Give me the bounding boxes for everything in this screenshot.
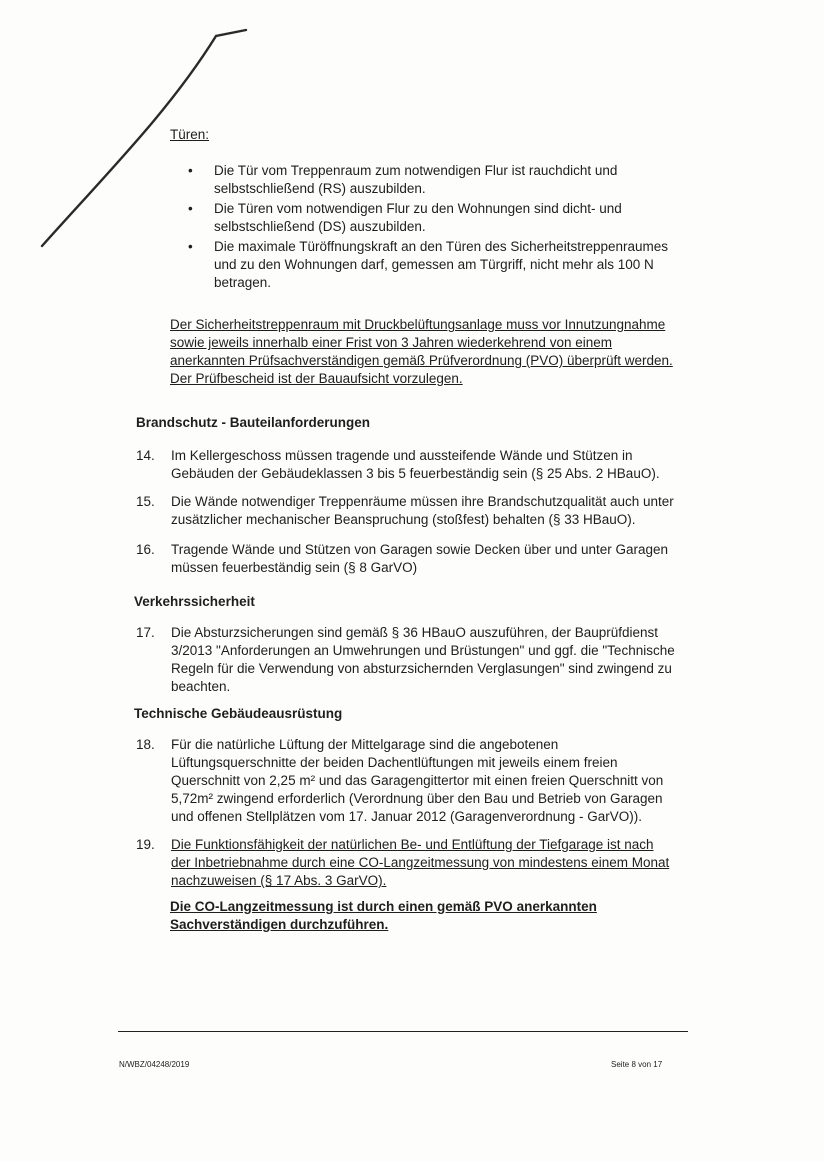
list-item — [136, 624, 676, 696]
tueren-heading: Türen: — [170, 127, 210, 142]
item-text: Die Funktionsfähigkeit der natürlichen Be- und Entlüftung der Tiefgarage ist nach der Inbetriebnahme durch eine CO-Langzeitmessung von mindestens einem Monat nachzuweisen (§ 17 Abs. 3 GarVO). — [171, 837, 670, 888]
list-item — [136, 493, 676, 529]
file-reference: N/WBZ/04248/2019 — [119, 1060, 190, 1069]
list-item — [136, 836, 676, 890]
list-item: • Die maximale Türöffnungskraft an den Türen des Sicherheitstreppenraumes und zu den Wohnungen darf, gemessen am Türgriff, nicht mehr als 100 N betragen. — [188, 239, 668, 290]
list-item: • Die Tür vom Treppenraum zum notwendigen Flur ist rauchdicht und selbstschließend (RS) auszubilden. — [188, 163, 618, 196]
item-number: 18. — [136, 737, 155, 752]
section-heading-verkehrssicherheit: Verkehrssicherheit — [134, 594, 255, 609]
pruefung-note: Der Sicherheitstreppenraum mit Druckbelüftungsanlage muss vor Innutzungnahme sowie jeweils innerhalb einer Frist von 3 Jahren wiederkehrend von einem anerkannten Prüfsachverständigen gemäß Prüfverordnung (PVO) überprüft werden. Der Prüfbescheid ist der Bauaufsicht vorzulegen. — [170, 317, 673, 386]
page-number: Seite 8 von 17 — [611, 1060, 663, 1069]
item-number: 15. — [136, 494, 155, 509]
list-item: • Die Türen vom notwendigen Flur zu den Wohnungen sind dicht- und selbstschließend (DS) auszubilden. — [188, 201, 622, 234]
list-item — [136, 736, 676, 826]
section-heading-brandschutz: Brandschutz - Bauteilanforderungen — [136, 415, 371, 430]
item-number: 17. — [136, 625, 155, 640]
item-text: Im Kellergeschoss müssen tragende und aussteifende Wände und Stützen in Gebäuden der Gebäudeklassen 3 bis 5 feuerbeständig sein (§ 25 Abs. 2 HBauO). — [171, 448, 660, 481]
section-heading-technische-gebaeudeausruestung: Technische Gebäudeausrüstung — [134, 706, 343, 721]
item-number: 14. — [136, 448, 155, 463]
tueren-bullet-list — [188, 162, 668, 294]
item-number: 16. — [136, 542, 155, 557]
item-text: Für die natürliche Lüftung der Mittelgarage sind die angebotenen Lüftungsquerschnitte der beiden Dachentlüftungen mit jeweils einem freien Querschnitt von 2,25 m² und das Garagengittertor mit einen freien Querschnitt von 5,72m² zwingend erforderlich (Verordnung über den Bau und Betrieb von Garagen und offenen Stellplätzen vom 17. Januar 2012 (Garagenverordnung - GarVO)). — [171, 737, 664, 824]
footer-divider — [118, 1031, 688, 1032]
item-number: 19. — [136, 837, 155, 852]
item-text: Die Absturzsicherungen sind gemäß § 36 HBauO auszuführen, der Bauprüfdienst 3/2013 "Anforderungen an Umwehrungen und Brüstungen" und ggf. die "Technische Regeln für die Verwendung von absturzsichernden Verglasungen" sind zwingend zu beachten. — [171, 625, 675, 694]
item-text: Tragende Wände und Stützen von Garagen sowie Decken über und unter Garagen müssen feuerbeständig sein (§ 8 GarVO) — [171, 542, 669, 575]
co-note: Die CO-Langzeitmessung ist durch einen gemäß PVO anerkannten Sachverständigen durchzuführen. — [170, 899, 597, 932]
list-item — [136, 447, 676, 483]
list-item — [136, 541, 676, 577]
item-text: Die Wände notwendiger Treppenräume müssen ihre Brandschutzqualität auch unter zusätzlicher mechanischer Beanspruchung (stoßfest) behalten (§ 33 HBauO). — [171, 494, 674, 527]
